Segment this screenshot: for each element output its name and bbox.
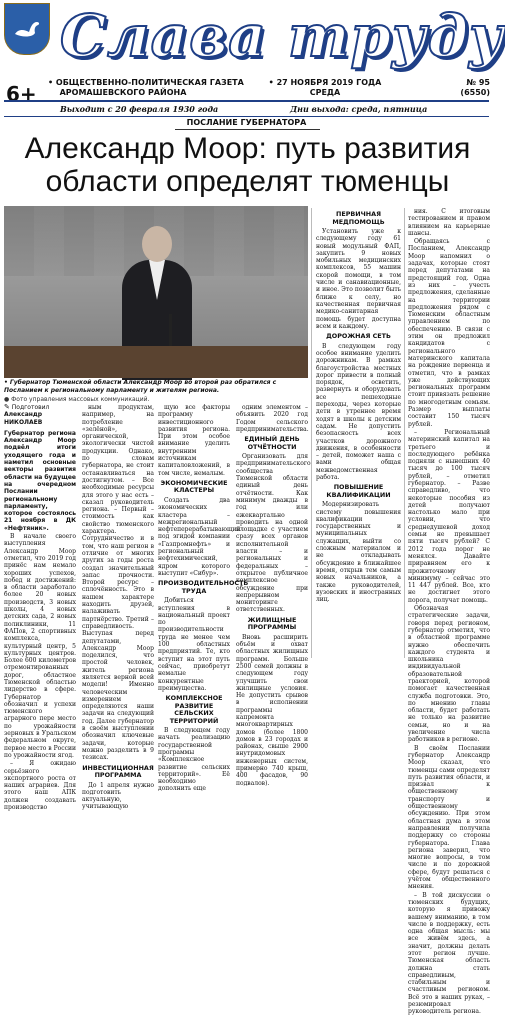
paragraph: щую все факторы программу инвестиционного развития региона. При этом особое внимание уделить внутренним источникам капиталовложений, в том числе, немалым. bbox=[158, 404, 230, 477]
article-lead: Губернатор региона Александр Моор подвёл итоги уходящего года и наметил основные векторы развития области на будущее на очередном Послании региональному парламенту, которое состоялось 21 ноября в ДК «Нефтяник». bbox=[4, 429, 76, 532]
microphone bbox=[169, 314, 172, 350]
paragraph: В своём Послании губернатор Александр Моор сказал, что тюменцы сами определят путь развития области, и призвал к общественному транспорту и общественному обсуждению. При этом областная дума в этом направлении получила поддержку со стороны губернатора. Глава региона заверил, что многие вопросы, в том числе и по дорожной сфере, будут решаться с учётом общественного мнения. bbox=[408, 744, 490, 891]
section-heading: ЖИЛИЩНЫЕ ПРОГРАММЫ bbox=[247, 615, 297, 632]
paragraph: В следующем году начать реализацию государственной программы «Комплексное развитие сельских территорий». Её необходимо дополнить еще bbox=[158, 727, 230, 793]
byline bbox=[4, 404, 76, 426]
paragraph: Добиться вступления в национальный проект по производительности труда не менее чем 100 областных предприятий. Те, кто вступит на этот путь сейчас, приобретут немалые конкурентные преимущества. bbox=[158, 597, 230, 692]
column-divider bbox=[311, 208, 312, 658]
article-column-6 bbox=[408, 208, 490, 1016]
article-column-5 bbox=[316, 208, 401, 660]
paragraph: Создать два экономических кластера – межрегиональный нефтеперерабатывающий под эгидой компании «Газпромнефть» и региональный нефтехимический, ядром которого выступит «Сибур». bbox=[158, 496, 241, 577]
publication-days: Дни выхода: среда, пятница bbox=[290, 104, 428, 114]
speaker-head bbox=[142, 226, 172, 262]
section-heading: ЭКОНОМИЧЕСКИЕ КЛАСТЕРЫ bbox=[160, 478, 228, 495]
article-column-1 bbox=[4, 403, 76, 812]
column-divider bbox=[404, 208, 405, 658]
paragraph: ным продуктам, например, на потребление «зелёной», органической, экологически чистой продукции. Однако, по словам губернатора, не стоит останавливаться на достигнутом. – Все необходимые ресурсы для этого у нас есть – сказал руководитель региона. – Первый – стоимость как свойство тюменского характера. Сотрудничество и в том, что наш регион в отличие от многих других за годы роста создал значительный запас прочности. Второй ресурс – сплочённость. Это в нашем характере находить друзей, налаживать партнёрство. Третий – справедливость. Выступая перед депутатами, Александр Моор поделился, что простой человек, житель региона является верной всей модели! Именно человеческим измерением определяются наши задачи на следующий год. Далее губернатор в своём выступлении обозначил ключевые задачи, которые можно разделить в 9 тезисах. bbox=[82, 404, 154, 762]
swan-crest-icon bbox=[4, 3, 50, 55]
masthead-divider bbox=[4, 100, 489, 102]
issue-number-line: № 95 bbox=[466, 78, 490, 87]
paragraph: одним элементом – объявить 2020 год Годом сельского предпринимательства. bbox=[236, 404, 309, 433]
article-rubric: ПОСЛАНИЕ ГУБЕРНАТОРА bbox=[186, 118, 307, 127]
subtitle-line: • ОБЩЕСТВЕННО-ПОЛИТИЧЕСКАЯ ГАЗЕТА bbox=[48, 78, 244, 87]
issue-date bbox=[265, 78, 385, 98]
section-heading: ИНВЕСТИЦИОННАЯ ПРОГРАММА bbox=[82, 763, 154, 780]
paragraph: – Я ожидаю серьёзного экспортного роста от наших аграриев. Для этого наш АПК должен создавать производство bbox=[4, 760, 76, 812]
paragraph: Организовать для предпринимательского сообщества Тюменской области единый день отчётности. Как минимум дважды в год или ежеквартально проводить на одной площадке с участием сразу всех органов исполнительной власти – и региональных и федеральных – открытое публичное комплексное обсуждение при непрерывном мониторинге ответственных. bbox=[236, 453, 311, 614]
article-column-4 bbox=[236, 404, 311, 787]
issue-total-line: (6550) bbox=[460, 88, 490, 97]
photo-caption: • Губернатор Тюменской области Александр Моор во второй раз обратился с Посланием к региональному парламенту и жителям региона. bbox=[4, 379, 277, 394]
paragraph: ния. С итоговым тестированием и правом влиянием на карьерные шансы. bbox=[408, 208, 490, 237]
issue-number bbox=[450, 78, 490, 98]
issue-date-line: • 27 НОЯБРЯ 2019 ГОДА bbox=[268, 78, 382, 87]
section-heading: ПРОИЗВОДИТЕЛЬНОСТЬ ТРУДА bbox=[158, 579, 249, 595]
paragraph: Модернизировать систему повышения квалификации государственных и муниципальных служащих, выйти со сложным материалом и не откладывать обсуждение в ближайшее время, открыв тем самым новых начальников, а также руководителей, вузовских и иностранных лиц. bbox=[316, 501, 401, 604]
article-column-3 bbox=[158, 404, 249, 793]
section-heading: ЕДИНЫЙ ДЕНЬ ОТЧЁТНОСТИ bbox=[244, 435, 300, 451]
podium bbox=[4, 346, 308, 378]
section-heading: ПЕРВИЧНАЯ МЕДПОМОЩЬ bbox=[332, 210, 385, 226]
published-since: Выходит с 20 февраля 1930 года bbox=[60, 104, 219, 114]
subtitle-line: АРОМАШЕВСКОГО РАЙОНА bbox=[59, 88, 187, 97]
paragraph: – В той дискуссии о тюменских будущих, которую я привожу вашему вниманию, в том числе в поддержку, есть одна общая мысль: мы все живём здесь, а значит, должны делать этот регион лучше. Тюменская область должна стать справедливым, стабильным и счастливым регионом. Всё это в наших руках, – резюмировал руководитель региона. bbox=[408, 891, 490, 1016]
paragraph: Обозначая стратегические задачи, говоря перед регионом, губернатор отметил, что в областной программе нужно обеспечить каждого студента и школьника индивидуальной образовательной траекторией, которой помогает качественная служба подготовки. Это, по мнению главы области, будет работать не только на развитие семьи, но и на увеличение числа работников в регионе. bbox=[408, 605, 490, 744]
photo-credit: ● Фото управления массовых коммуникаций. bbox=[4, 396, 150, 403]
byline-author: Александр НИКОЛАЕВ bbox=[4, 411, 43, 426]
article-column-2 bbox=[82, 404, 154, 811]
paragraph: Установить уже к следующему году 61 новый модульный ФАП, закупить 9 новых мобильных медицинских комплексов, 55 машин скорой помощи, в том числе и санавиационные, и иное. Это позволит быть ближе к селу, но качественная первичная медико-санитарная помощь будет доступна всем и каждому. bbox=[316, 228, 401, 330]
section-heading: ДОРОЖНАЯ СЕТЬ bbox=[326, 332, 391, 341]
pencil-icon: ✎ bbox=[4, 403, 10, 411]
masthead-divider bbox=[4, 116, 489, 117]
headline-line: Александр Моор: путь развития bbox=[24, 132, 471, 165]
section-heading: ПОВЫШЕНИЕ КВАЛИФИКАЦИИ bbox=[326, 483, 391, 499]
paragraph: Вновь расширить объём и охват областных жилищных программ. Больше 2500 семей должны в следующем году улучшить свои жилищные условия. Не допустить срывов в исполнении программы капремонта многоквартирных домов (более 1800 домов в 23 городах и районах, свыше 2900 внутридомовых инженерных систем, примерно 740 крыш, 400 фасадов, 90 подвалов). bbox=[236, 633, 308, 787]
masthead bbox=[0, 0, 505, 118]
paragraph: До 1 апреля нужно подготовить актуальную, учитывающую bbox=[82, 781, 154, 811]
article-photo bbox=[4, 206, 308, 378]
paragraph: Обращаясь с Посланием, Александр Моор напомнил о задачах, которые стоят перед депутатами на предстоящий год. Одна из них – учесть предложения, сделанные на территории предложения рядом с Тюменским областным управлением по обеспечению. В связи с этим он предложил кандидатов с регионального материнского капитала на рождение первенца и отметил, что в рамках уже действующих региональных программ стоит привязать решение по многодетным семьям. Размер выплаты составит 150 тысяч рублей. bbox=[408, 238, 490, 428]
headline-line: области определят тюменцы bbox=[45, 165, 450, 198]
age-rating: 6+ bbox=[6, 82, 37, 106]
paragraph: В следующем году особое внимание уделить дорожникам. В рамках благоустройства местных дорог привести в полный порядок, осветить, развернуть и оборудовать все пешеходные переходы, через которые дети в утреннее время ходят в школы к детским садам. Не допустить безопасность всех участков дорожного движения, в особенности – детей, поможет наша с вами общая межведомственная работа. bbox=[316, 342, 401, 481]
rubric-underline bbox=[175, 129, 320, 130]
paragraph: В начале своего выступления Александр Моор отметил, что 2019 год принёс нам немало хороших успехов, побед и достижений: в области заработало более 20 новых производств, 3 новых школы, 4 новых детских сада, 2 новых поликлиники, 11 ФАПов, 2 спортивных комплекса, культурный центр, 5 культурных центров. Более 600 километров отремонтированных дорог, областное Тюменской областью лидерство в сфере. Губернатор обозначил и успехи тюменского аграрного пере место по урожайности зерновых в Уральском федеральном округе, первое место в России по урожайности ягод. bbox=[4, 533, 76, 759]
byline-label: Подготовил bbox=[11, 404, 50, 411]
newspaper-title: Слава труду bbox=[60, 2, 505, 70]
paragraph: – Региональный материнский капитал на третьего и последующего ребёнка подняли с нынешних 40 тысяч до 100 тысяч рублей, – отметил губернатор. – Разве справедливо, что некоторые пособия из детей получают настолько мало при условии, что среднедушевой доход семьи не превышает пяти тысяч рублей? С 2012 года порог не менялся. Давайте приравняем его к прожиточному минимуму – сейчас это 11 447 рублей. Все, кто не достигнет этого порога, получат помощь. bbox=[408, 428, 490, 604]
newspaper-subtitle bbox=[48, 78, 244, 98]
section-heading: КОМПЛЕКСНОЕ РАЗВИТИЕ СЕЛЬСКИХ ТЕРРИТОРИЙ bbox=[165, 694, 223, 725]
article-headline bbox=[10, 132, 485, 198]
issue-weekday: СРЕДА bbox=[309, 88, 341, 97]
